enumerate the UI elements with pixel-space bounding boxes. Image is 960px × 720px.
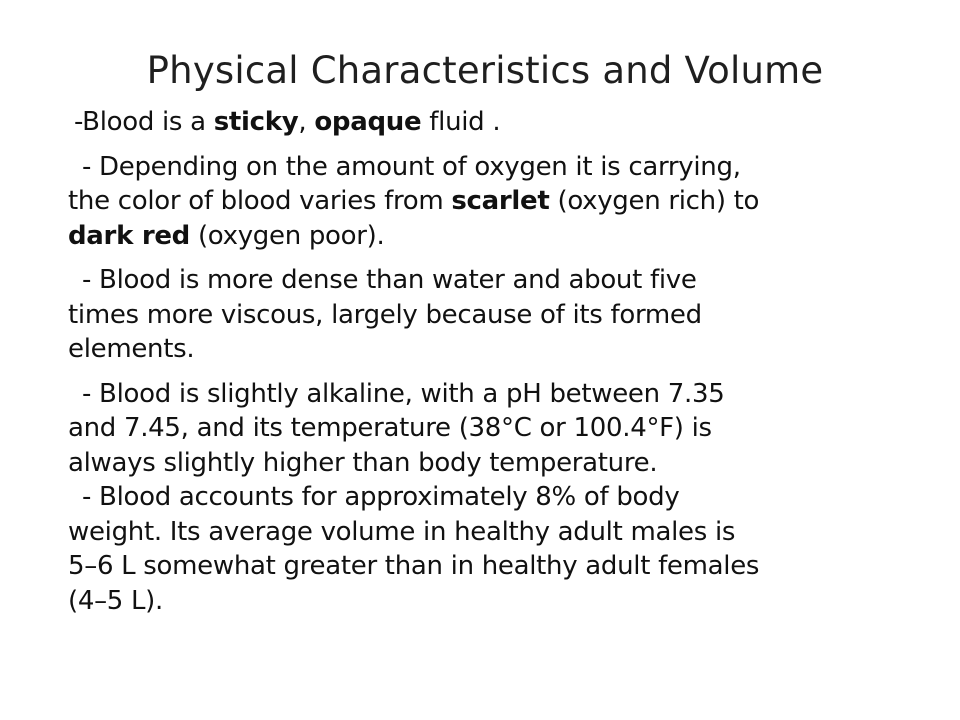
p1-mid: ,	[298, 107, 315, 137]
p4-line2: and 7.45, and its temperature (38°C or 100.4°F) is	[68, 413, 712, 443]
slide-body	[68, 105, 952, 618]
p5-line1: - Blood accounts for approximately 8% of body	[82, 482, 680, 512]
p2-line2-suffix: (oxygen rich) to	[549, 186, 760, 216]
p2-line3-suffix: (oxygen poor).	[190, 220, 385, 251]
p1-bold-opaque: opaque	[314, 107, 422, 137]
p4-line1: - Blood is slightly alkaline, with a pH between 7.35	[82, 378, 725, 409]
p2-line3	[68, 219, 952, 254]
p2-bold-dark-red: dark red	[68, 220, 190, 251]
p3-line2: times more viscous, largely because of its formed	[68, 299, 702, 330]
p1-bold-sticky: sticky	[213, 107, 299, 137]
slide-title: Physical Characteristics and Volume	[146, 49, 824, 92]
p1-prefix: -Blood is a	[74, 107, 214, 137]
paragraph-sticky-opaque	[68, 105, 952, 140]
p2-line2-prefix: the color of blood varies from	[68, 186, 452, 216]
p3-line3: elements.	[68, 334, 195, 364]
p4-line3: always slightly higher than body temperature.	[68, 447, 658, 478]
p5-line4: (4–5 L).	[68, 585, 163, 616]
p2-line2	[68, 184, 952, 219]
p5-line3: 5–6 L somewhat greater than in healthy adult females	[68, 551, 760, 581]
paragraph-density	[68, 263, 952, 367]
p2-bold-scarlet: scarlet	[451, 186, 550, 216]
p5-line2: weight. Its average volume in healthy adult males is	[68, 516, 736, 547]
p2-line1: - Depending on the amount of oxygen it is carrying,	[82, 151, 741, 182]
paragraph-blood-color	[68, 150, 952, 254]
p1-suffix: fluid .	[421, 107, 501, 137]
paragraph-ph-temperature	[68, 377, 952, 481]
p3-line1: - Blood is more dense than water and about five	[82, 265, 697, 295]
paragraph-volume	[68, 480, 952, 618]
